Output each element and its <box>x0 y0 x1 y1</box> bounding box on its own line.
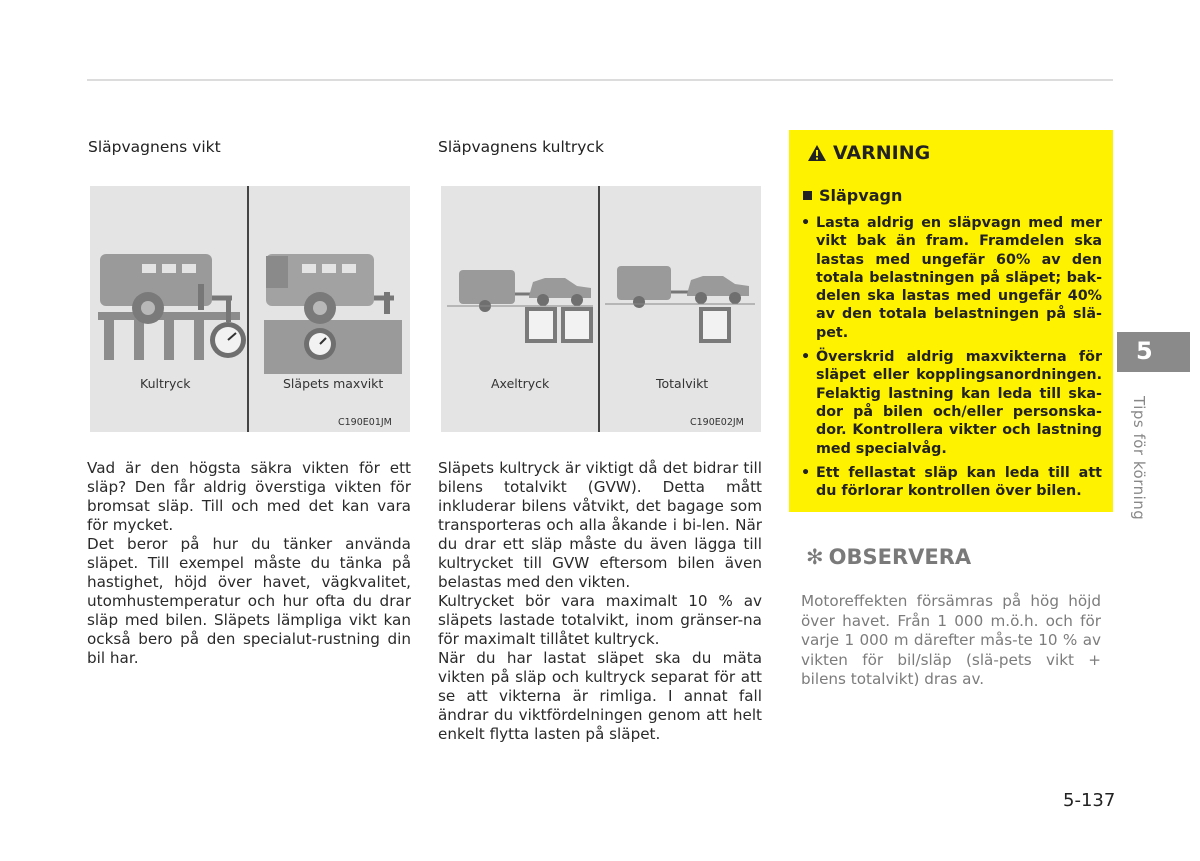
figure-ball-pressure <box>441 186 761 432</box>
section-heading-ball-pressure: Släpvagnens kultryck <box>438 138 604 156</box>
observe-text: Motoreffekten försämras på hög höjd över havet. Från 1 000 m.ö.h. och för varje 1 000 m därefter mås-te 10 % av vikten för bil/släp (slä-pets vikt + bilens totalvikt) dras av. <box>801 592 1101 689</box>
section-heading-trailer-weight: Släpvagnens vikt <box>88 138 221 156</box>
observe-title <box>806 545 971 569</box>
body-text-ball-pressure <box>438 459 762 744</box>
chapter-tab <box>1117 332 1190 372</box>
figure-trailer-weight <box>90 186 410 432</box>
warning-subtitle-text: Släpvagn <box>819 186 903 205</box>
figure-label-ball-pressure: Kultryck <box>140 376 191 391</box>
trailer-on-scale-drawing <box>264 254 402 374</box>
warning-list-item: • Överskrid aldrig maxvikterna för släpet eller kopplingsanordningen. Felaktig lastning kan leda till ska-dor på bilen och/eller personska-dor. Kontrollera vikter och lastning med specialvåg. <box>799 348 1102 458</box>
body-text-trailer-weight <box>87 459 411 668</box>
figure-code: C190E01JM <box>338 417 392 428</box>
warning-title-text: VARNING <box>833 142 931 164</box>
figure-label-axle-weight: Axeltryck <box>491 376 550 391</box>
square-bullet-icon <box>803 191 812 200</box>
page-number: 5-137 <box>1063 790 1116 811</box>
paragraph: Släpets kultryck är viktigt då det bidrar till bilens totalvikt (GVW). Detta mått inkluderar bilens våtvikt, det bagage som transporteras och alla åkande i bi-len. När du drar ett släp måste du även lägga till kultrycket till GVW eftersom bilen även belastas med den vikten. <box>438 459 762 591</box>
observe-title-text: OBSERVERA <box>828 545 972 569</box>
figure-code: C190E02JM <box>690 417 744 428</box>
asterisk-icon: ✻ <box>806 545 824 569</box>
warning-subtitle <box>803 186 902 205</box>
warning-list-item: • Ett fellastat släp kan leda till att du förlorar kontrollen över bilen. <box>799 464 1102 501</box>
top-rule <box>87 79 1113 81</box>
figure-divider <box>247 186 249 432</box>
warning-box <box>789 130 1113 512</box>
ball-pressure-illustration <box>441 186 761 432</box>
warning-title <box>807 142 930 164</box>
axle-weight-drawing <box>447 270 593 343</box>
chapter-title-vertical: Tips för körning <box>1130 396 1148 521</box>
figure-divider <box>598 186 600 432</box>
warning-triangle-icon <box>807 144 827 162</box>
paragraph: Det beror på hur du tänker använda släpet. Till exempel måste du tänka på hastighet, höjd över havet, vägkvalitet, utomhustemperatur och hur ofta du drar släp med bilen. Släpets lämpliga vikt kan också bero på den specialut-rustning din bil har. <box>87 535 411 667</box>
paragraph: När du har lastat släpet ska du mäta vikten på släp och kultryck separat för att se att vikterna är rimliga. I annat fall ändrar du viktfördelningen genom att helt enkelt flytta lasten på släpet. <box>438 649 762 743</box>
trailer-weight-illustration <box>90 186 410 432</box>
total-weight-drawing <box>605 266 755 343</box>
figure-label-total-weight: Totalvikt <box>656 376 709 391</box>
figure-label-trailer-max-weight: Släpets maxvikt <box>283 376 384 391</box>
paragraph: Kultrycket bör vara maximalt 10 % av släpets lastade totalvikt, inom gränser-na för maximalt tillåtet kultryck. <box>438 592 762 648</box>
chapter-number: 5 <box>1136 337 1153 365</box>
trailer-on-blocks-drawing <box>98 254 246 360</box>
paragraph: Vad är den högsta säkra vikten för ett släp? Den får aldrig överstiga vikten för bromsat släp. Till och med det kan vara för mycket. <box>87 459 411 534</box>
warning-list <box>799 214 1102 506</box>
warning-list-item: • Lasta aldrig en släpvagn med mer vikt bak än fram. Framdelen ska lastas med ungefär 60% av den totala belastningen på släpet; bak-delen ska lastas med ungefär 40% av den totala belastningen på slä-pet. <box>799 214 1102 342</box>
